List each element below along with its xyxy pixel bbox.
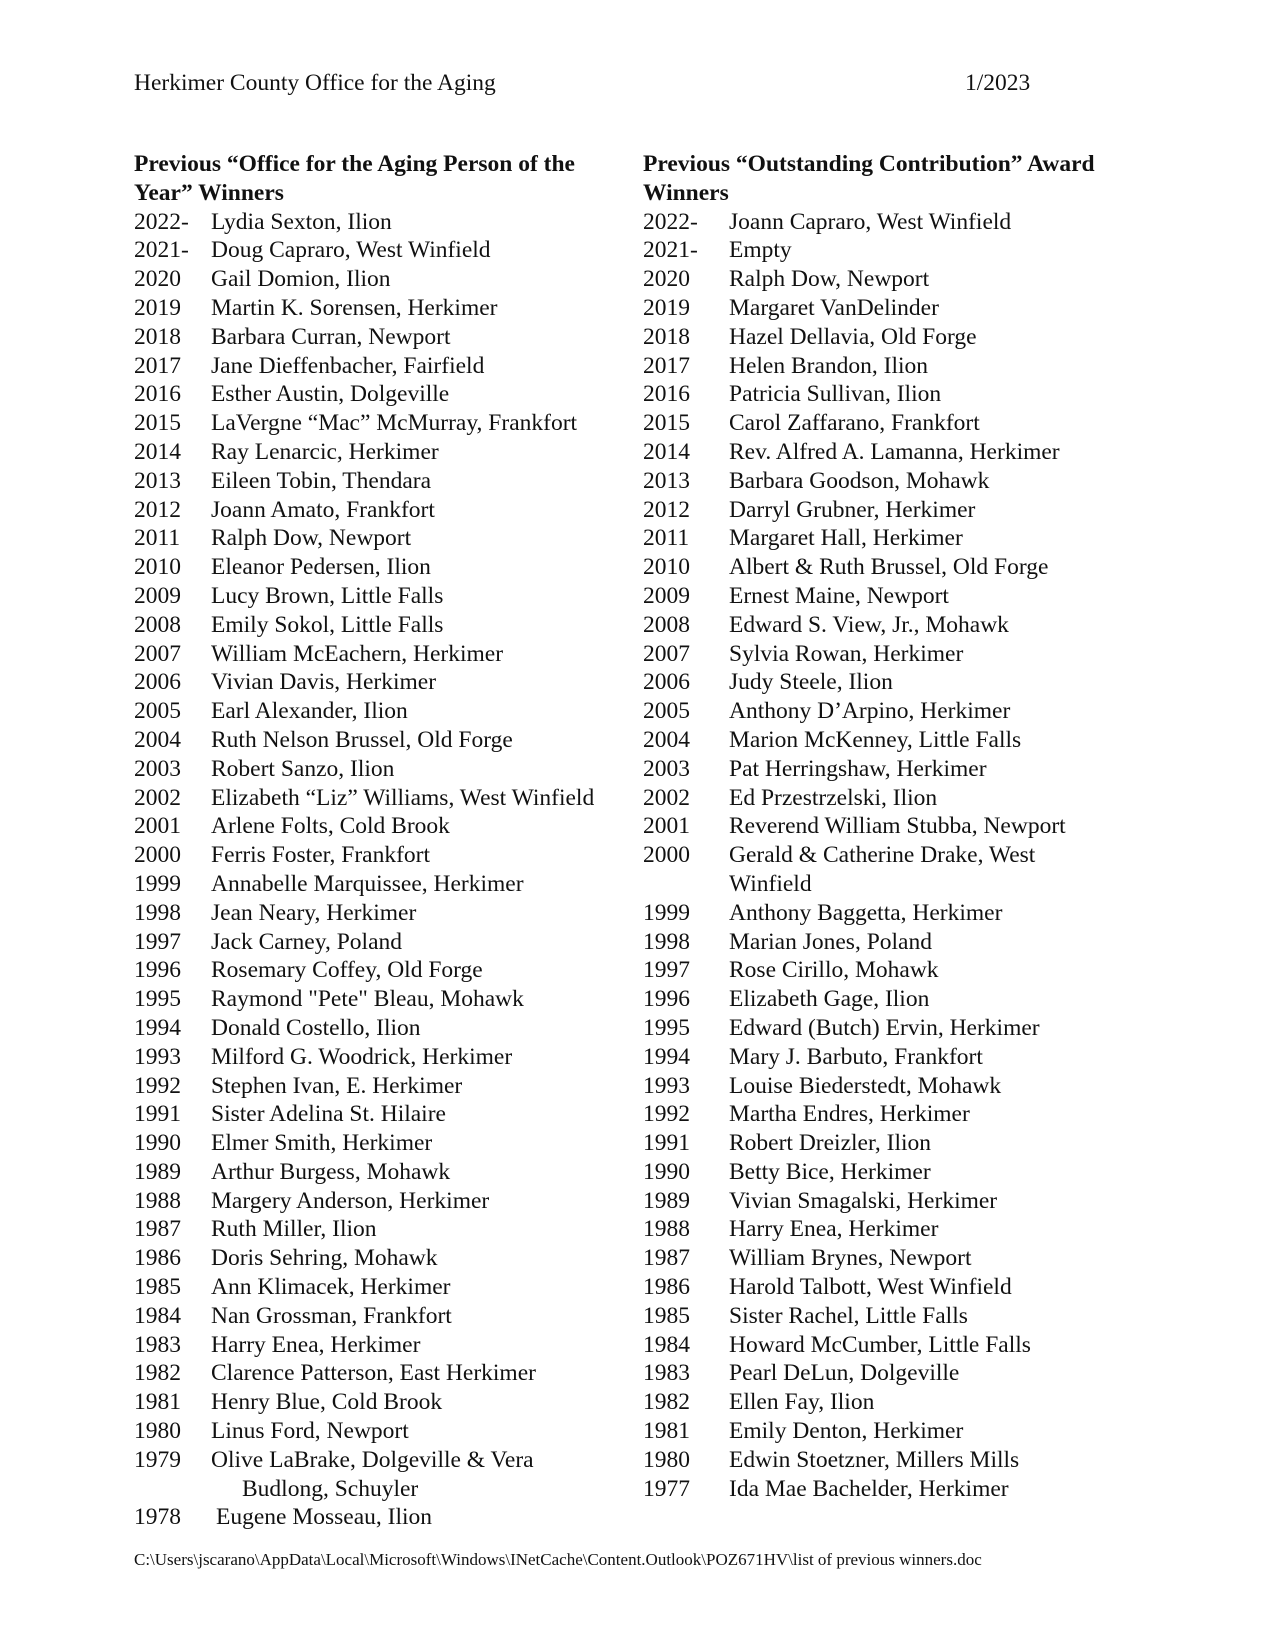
- list-item: [134, 1446, 634, 1504]
- list-item: [134, 467, 634, 496]
- list-item: [643, 208, 1143, 237]
- entry-name: [729, 841, 1143, 899]
- list-item: [643, 1215, 1143, 1244]
- entry-name: Arthur Burgess, Mohawk: [211, 1158, 451, 1185]
- entry-year: 2005: [643, 698, 690, 725]
- list-item: [643, 985, 1143, 1014]
- entry-name: Vivian Davis, Herkimer: [211, 669, 437, 696]
- entry-name: Judy Steele, Ilion: [729, 669, 893, 696]
- entry-name: Albert & Ruth Brussel, Old Forge: [729, 554, 1049, 581]
- entry-year: 2001: [134, 813, 181, 840]
- entry-name: Esther Austin, Dolgeville: [211, 381, 450, 408]
- entry-year: 1989: [134, 1158, 181, 1185]
- entry-name: Lydia Sexton, Ilion: [211, 208, 392, 235]
- list-item: [643, 265, 1143, 294]
- entry-year: 1979: [134, 1446, 181, 1473]
- entry-name: Emily Sokol, Little Falls: [211, 611, 444, 638]
- list-item: [643, 640, 1143, 669]
- list-item: [134, 668, 634, 697]
- entry-year: 1992: [134, 1072, 181, 1099]
- list-item: [134, 841, 634, 870]
- list-item: [643, 236, 1143, 265]
- entry-name: Sylvia Rowan, Herkimer: [729, 640, 964, 667]
- list-item: [134, 524, 634, 553]
- entry-year: 2016: [643, 381, 690, 408]
- entry-name: Robert Sanzo, Ilion: [211, 755, 395, 782]
- entry-year: 2009: [643, 582, 690, 609]
- entry-name: Ferris Foster, Frankfort: [211, 842, 431, 869]
- list-item: [134, 1100, 634, 1129]
- list-item: [134, 697, 634, 726]
- list-item: [643, 841, 1143, 899]
- entry-name: Doris Sehring, Mohawk: [211, 1245, 438, 1272]
- entry-name: Donald Costello, Ilion: [211, 1014, 421, 1041]
- entry-year: 2006: [134, 669, 181, 696]
- list-item: [643, 1359, 1143, 1388]
- person-of-year-column: [134, 150, 634, 1532]
- entry-name: Martha Endres, Herkimer: [729, 1101, 970, 1128]
- entry-year: 2021-: [643, 237, 698, 264]
- entry-year: 2004: [643, 726, 690, 753]
- entry-year: 2009: [134, 582, 181, 609]
- list-item: [643, 1331, 1143, 1360]
- list-item: [134, 985, 634, 1014]
- list-item: [134, 1014, 634, 1043]
- entry-year: 2019: [643, 294, 690, 321]
- entry-name: Empty: [729, 237, 792, 264]
- entry-year: 1986: [134, 1245, 181, 1272]
- entry-year: 2002: [134, 784, 181, 811]
- entry-name: Arlene Folts, Cold Brook: [211, 813, 450, 840]
- entry-name: Milford G. Woodrick, Herkimer: [211, 1043, 513, 1070]
- entry-year: 2006: [643, 669, 690, 696]
- entry-year: 1987: [134, 1216, 181, 1243]
- list-item: [643, 438, 1143, 467]
- entry-year: 2008: [643, 611, 690, 638]
- entry-name: William Brynes, Newport: [729, 1245, 972, 1272]
- entry-year: 2012: [643, 496, 690, 523]
- entry-name: Ray Lenarcic, Herkimer: [211, 438, 439, 465]
- list-item: [134, 1072, 634, 1101]
- entry-year: 2017: [643, 352, 690, 379]
- entry-name: Nan Grossman, Frankfort: [211, 1302, 452, 1329]
- entry-year: 2019: [134, 294, 181, 321]
- entry-year: 1994: [134, 1014, 181, 1041]
- list-item: [134, 380, 634, 409]
- entry-year: 1995: [134, 986, 181, 1013]
- list-item: [134, 496, 634, 525]
- entry-name: Louise Biederstedt, Mohawk: [729, 1072, 1002, 1099]
- entry-name: Emily Denton, Herkimer: [729, 1418, 964, 1445]
- entry-name-line2: Winfield: [729, 870, 812, 897]
- list-item: [134, 236, 634, 265]
- list-item: [643, 668, 1143, 697]
- list-item: [134, 294, 634, 323]
- list-item: [134, 323, 634, 352]
- list-item: [134, 409, 634, 438]
- entry-year: 1988: [134, 1187, 181, 1214]
- entry-name: Marion McKenney, Little Falls: [729, 726, 1022, 753]
- entry-year: 1982: [643, 1389, 690, 1416]
- person-of-year-title: Previous “Office for the Aging Person of the Year” Winners: [134, 151, 575, 206]
- person-of-year-list: [134, 208, 634, 1446]
- list-item: [643, 323, 1143, 352]
- entry-name: Ellen Fay, Ilion: [729, 1389, 875, 1416]
- entry-name: Edward S. View, Jr., Mohawk: [729, 611, 1009, 638]
- entry-name: Harry Enea, Herkimer: [211, 1331, 421, 1358]
- entry-year: 2000: [643, 842, 690, 869]
- list-item: [643, 755, 1143, 784]
- entry-name: Mary J. Barbuto, Frankfort: [729, 1043, 983, 1070]
- list-item: [134, 265, 634, 294]
- list-item: [134, 1273, 634, 1302]
- list-item: [643, 1014, 1143, 1043]
- entry-year: 2003: [643, 755, 690, 782]
- entry-year: 1980: [134, 1418, 181, 1445]
- entry-name: Earl Alexander, Ilion: [211, 698, 408, 725]
- entry-name: Martin K. Sorensen, Herkimer: [211, 294, 498, 321]
- entry-name: [211, 1446, 634, 1504]
- list-item: [643, 294, 1143, 323]
- entry-name: Margaret Hall, Herkimer: [729, 525, 963, 552]
- entry-year: 2011: [134, 525, 181, 552]
- entry-name: Stephen Ivan, E. Herkimer: [211, 1072, 463, 1099]
- file-path-footer: C:\Users\jscarano\AppData\Local\Microsoft\Windows\INetCache\Content.Outlook\POZ671HV\list of previous winners.doc: [134, 1550, 982, 1569]
- list-item: [134, 1331, 634, 1360]
- entry-name: Ruth Nelson Brussel, Old Forge: [211, 726, 513, 753]
- entry-year: 2011: [643, 525, 690, 552]
- entry-name-line2: Budlong, Schuyler: [242, 1475, 419, 1502]
- list-item: [134, 1215, 634, 1244]
- entry-year: 1977: [643, 1475, 690, 1502]
- list-item: [643, 899, 1143, 928]
- entry-year: 2005: [134, 698, 181, 725]
- entry-year: 1983: [643, 1360, 690, 1387]
- entry-name: Patricia Sullivan, Ilion: [729, 381, 942, 408]
- organization-name: Herkimer County Office for the Aging: [134, 70, 496, 96]
- entry-year: 1984: [134, 1302, 181, 1329]
- list-item: [134, 1187, 634, 1216]
- entry-name: Pearl DeLun, Dolgeville: [729, 1360, 960, 1387]
- list-item: [134, 438, 634, 467]
- entry-year: 1996: [643, 986, 690, 1013]
- list-item: [134, 208, 634, 237]
- entry-year: 1995: [643, 1014, 690, 1041]
- entry-year: 2012: [134, 496, 181, 523]
- entry-name: Ida Mae Bachelder, Herkimer: [729, 1475, 1009, 1502]
- entry-year: 2015: [643, 410, 690, 437]
- list-item: [643, 524, 1143, 553]
- entry-name: Eileen Tobin, Thendara: [211, 467, 432, 494]
- entry-name: Barbara Goodson, Mohawk: [729, 467, 990, 494]
- entry-year: 1997: [643, 957, 690, 984]
- entry-name: Margaret VanDelinder: [729, 294, 939, 321]
- list-item: [134, 726, 634, 755]
- list-item: [134, 784, 634, 813]
- entry-name: Ralph Dow, Newport: [211, 525, 412, 552]
- list-item: [134, 1244, 634, 1273]
- entry-year: 2010: [134, 554, 181, 581]
- entry-name: Sister Rachel, Little Falls: [729, 1302, 968, 1329]
- entry-name: Harry Enea, Herkimer: [729, 1216, 939, 1243]
- entry-name: Elizabeth Gage, Ilion: [729, 986, 930, 1013]
- entry-name: Robert Dreizler, Ilion: [729, 1130, 931, 1157]
- outstanding-contribution-column: [643, 150, 1143, 1503]
- entry-year: 2016: [134, 381, 181, 408]
- entry-year: 2021-: [134, 237, 189, 264]
- list-item: [643, 956, 1143, 985]
- list-item: [643, 1302, 1143, 1331]
- list-item: [643, 1100, 1143, 1129]
- entry-name: Elmer Smith, Herkimer: [211, 1130, 433, 1157]
- entry-year: 2010: [643, 554, 690, 581]
- entry-year: 2018: [643, 323, 690, 350]
- entry-year: 1990: [134, 1130, 181, 1157]
- entry-year: 1984: [643, 1331, 690, 1358]
- entry-year: 1983: [134, 1331, 181, 1358]
- list-item: [643, 1072, 1143, 1101]
- entry-name: Ernest Maine, Newport: [729, 582, 949, 609]
- entry-year: 1993: [643, 1072, 690, 1099]
- outstanding-contribution-list-continued: [643, 899, 1143, 1504]
- entry-name: Reverend William Stubba, Newport: [729, 813, 1066, 840]
- entry-name: Harold Talbott, West Winfield: [729, 1274, 1012, 1301]
- list-item: [134, 1417, 634, 1446]
- list-item: [134, 640, 634, 669]
- entry-name: Ed Przestrzelski, Ilion: [729, 784, 938, 811]
- entry-name: Anthony Baggetta, Herkimer: [729, 899, 1003, 926]
- entry-name: Clarence Patterson, East Herkimer: [211, 1360, 536, 1387]
- list-item: [643, 1244, 1143, 1273]
- list-item: [134, 870, 634, 899]
- entry-name: Eugene Mosseau, Ilion: [216, 1504, 433, 1531]
- entry-year: 2003: [134, 755, 181, 782]
- list-item: [134, 352, 634, 381]
- entry-name: Ann Klimacek, Herkimer: [211, 1274, 451, 1301]
- list-item: [134, 1388, 634, 1417]
- entry-year: 2007: [643, 640, 690, 667]
- list-item: [134, 899, 634, 928]
- list-item: [643, 1388, 1143, 1417]
- entry-name: Barbara Curran, Newport: [211, 323, 451, 350]
- list-item: [643, 611, 1143, 640]
- list-item: [643, 409, 1143, 438]
- entry-name: Elizabeth “Liz” Williams, West Winfield: [211, 784, 595, 811]
- entry-name: Gail Domion, Ilion: [211, 266, 391, 293]
- entry-name: William McEachern, Herkimer: [211, 640, 504, 667]
- list-item: [643, 1475, 1143, 1504]
- entry-year: 2014: [134, 438, 181, 465]
- entry-year: 2007: [134, 640, 181, 667]
- entry-name: Henry Blue, Cold Brook: [211, 1389, 443, 1416]
- entry-year: 1999: [643, 899, 690, 926]
- entry-year: 1981: [643, 1418, 690, 1445]
- list-item: [134, 582, 634, 611]
- list-item: [643, 1273, 1143, 1302]
- entry-year: 1987: [643, 1245, 690, 1272]
- list-item: [134, 928, 634, 957]
- entry-year: 2002: [643, 784, 690, 811]
- entry-name: Jean Neary, Herkimer: [211, 899, 417, 926]
- entry-year: 2022-: [643, 208, 698, 235]
- entry-year: 1978: [134, 1504, 181, 1531]
- entry-year: 2001: [643, 813, 690, 840]
- document-date: 1/2023: [965, 70, 1031, 96]
- entry-year: 2020: [643, 266, 690, 293]
- list-item: [643, 1129, 1143, 1158]
- entry-name: Hazel Dellavia, Old Forge: [729, 323, 977, 350]
- entry-name: Ralph Dow, Newport: [729, 266, 930, 293]
- entry-name: Doug Capraro, West Winfield: [211, 237, 491, 264]
- entry-year: 1993: [134, 1043, 181, 1070]
- entry-year: 1999: [134, 870, 181, 897]
- entry-year: 2017: [134, 352, 181, 379]
- list-item: [643, 467, 1143, 496]
- entry-name: Edwin Stoetzner, Millers Mills: [729, 1446, 1020, 1473]
- entry-year: 1986: [643, 1274, 690, 1301]
- list-item: [643, 1043, 1143, 1072]
- entry-year: 1985: [643, 1302, 690, 1329]
- entry-year: 1992: [643, 1101, 690, 1128]
- entry-year: 1991: [134, 1101, 181, 1128]
- entry-year: 2013: [134, 467, 181, 494]
- entry-year: 1991: [643, 1130, 690, 1157]
- entry-year: 1997: [134, 928, 181, 955]
- list-item: [134, 812, 634, 841]
- entry-name: Betty Bice, Herkimer: [729, 1158, 931, 1185]
- list-item: [643, 352, 1143, 381]
- list-item: [643, 1417, 1143, 1446]
- entry-year: 1994: [643, 1043, 690, 1070]
- list-item: [134, 1043, 634, 1072]
- entry-year: 1998: [643, 928, 690, 955]
- entry-year: 2018: [134, 323, 181, 350]
- list-item: [134, 1158, 634, 1187]
- entry-name: Raymond "Pete" Bleau, Mohawk: [211, 986, 524, 1013]
- entry-year: 1998: [134, 899, 181, 926]
- list-item: [643, 496, 1143, 525]
- outstanding-contribution-list: [643, 208, 1143, 842]
- list-item: [643, 726, 1143, 755]
- entry-year: 1988: [643, 1216, 690, 1243]
- entry-name: Edward (Butch) Ervin, Herkimer: [729, 1014, 1040, 1041]
- entry-year: 2022-: [134, 208, 189, 235]
- list-item: [643, 582, 1143, 611]
- entry-name: Joann Amato, Frankfort: [211, 496, 435, 523]
- entry-name: Howard McCumber, Little Falls: [729, 1331, 1031, 1358]
- entry-year: 2020: [134, 266, 181, 293]
- entry-year: 2008: [134, 611, 181, 638]
- entry-name-line1: Gerald & Catherine Drake, West: [729, 842, 1036, 869]
- entry-name: Carol Zaffarano, Frankfort: [729, 410, 980, 437]
- list-item: [134, 611, 634, 640]
- entry-name: Lucy Brown, Little Falls: [211, 582, 444, 609]
- list-item: [134, 553, 634, 582]
- list-item: [643, 928, 1143, 957]
- entry-year: 2015: [134, 410, 181, 437]
- entry-name: Marian Jones, Poland: [729, 928, 932, 955]
- entry-name: Rose Cirillo, Mohawk: [729, 957, 939, 984]
- list-item: [643, 812, 1143, 841]
- entry-name: Pat Herringshaw, Herkimer: [729, 755, 987, 782]
- entry-name: Linus Ford, Newport: [211, 1418, 409, 1445]
- entry-name: Sister Adelina St. Hilaire: [211, 1101, 446, 1128]
- entry-year: 1996: [134, 957, 181, 984]
- list-item: [134, 1503, 634, 1532]
- entry-year: 1990: [643, 1158, 690, 1185]
- entry-year: 2000: [134, 842, 181, 869]
- entry-name: Margery Anderson, Herkimer: [211, 1187, 490, 1214]
- entry-name: Anthony D’Arpino, Herkimer: [729, 698, 1011, 725]
- list-item: [134, 1302, 634, 1331]
- entry-name: Rev. Alfred A. Lamanna, Herkimer: [729, 438, 1060, 465]
- entry-year: 2013: [643, 467, 690, 494]
- entry-year: 1980: [643, 1446, 690, 1473]
- entry-name: Darryl Grubner, Herkimer: [729, 496, 976, 523]
- entry-name: Eleanor Pedersen, Ilion: [211, 554, 431, 581]
- list-item: [134, 1359, 634, 1388]
- list-item: [134, 755, 634, 784]
- list-item: [643, 697, 1143, 726]
- entry-year: 1985: [134, 1274, 181, 1301]
- entry-year: 1981: [134, 1389, 181, 1416]
- entry-name: Ruth Miller, Ilion: [211, 1216, 377, 1243]
- list-item: [134, 1129, 634, 1158]
- outstanding-contribution-title: Previous “Outstanding Contribution” Award Winners: [643, 151, 1095, 206]
- entry-name: Joann Capraro, West Winfield: [729, 208, 1012, 235]
- entry-name: Annabelle Marquissee, Herkimer: [211, 870, 524, 897]
- entry-name: Vivian Smagalski, Herkimer: [729, 1187, 998, 1214]
- entry-year: 1989: [643, 1187, 690, 1214]
- list-item: [643, 1158, 1143, 1187]
- list-item: [643, 784, 1143, 813]
- entry-name: LaVergne “Mac” McMurray, Frankfort: [211, 410, 578, 437]
- entry-name-line1: Olive LaBrake, Dolgeville & Vera: [211, 1446, 534, 1473]
- entry-name: Rosemary Coffey, Old Forge: [211, 957, 483, 984]
- list-item: [643, 1446, 1143, 1475]
- list-item: [643, 380, 1143, 409]
- list-item: [134, 956, 634, 985]
- entry-year: 1982: [134, 1360, 181, 1387]
- entry-name: Jack Carney, Poland: [211, 928, 402, 955]
- list-item: [643, 1187, 1143, 1216]
- entry-year: 2014: [643, 438, 690, 465]
- entry-name: Helen Brandon, Ilion: [729, 352, 929, 379]
- list-item: [643, 553, 1143, 582]
- entry-name: Jane Dieffenbacher, Fairfield: [211, 352, 485, 379]
- entry-year: 2004: [134, 726, 181, 753]
